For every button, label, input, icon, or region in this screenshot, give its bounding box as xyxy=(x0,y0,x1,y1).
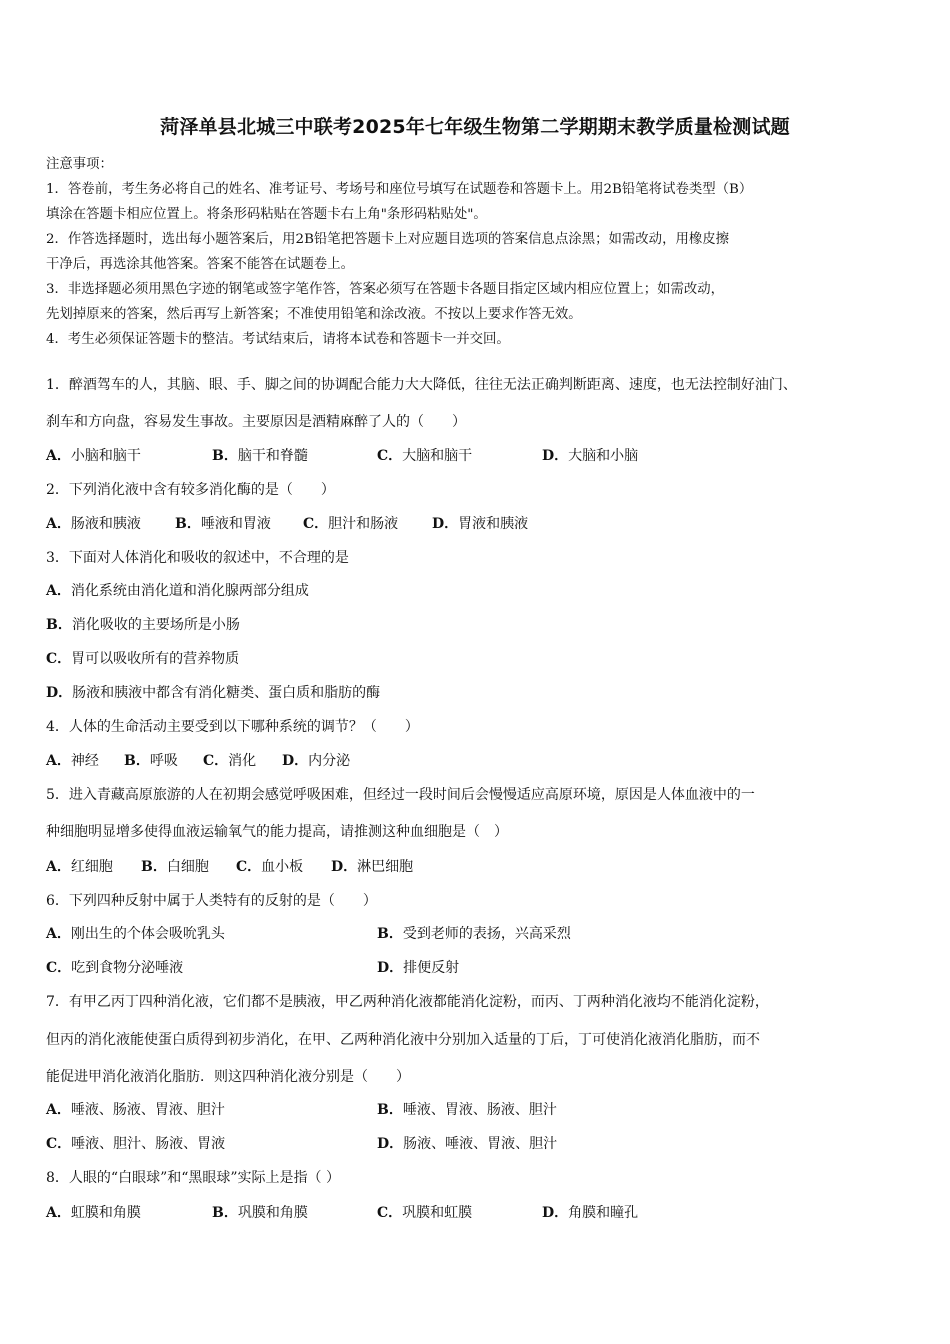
question-5-stem-line: 种细胞明显增多使得血液运输氧气的能力提高，请推测这种血细胞是（ ） xyxy=(46,824,508,840)
question-6-option-b[interactable]: B．受到老师的表扬，兴高采烈 xyxy=(377,926,571,942)
question-2-stem: 2．下列消化液中含有较多消化酶的是（ ） xyxy=(46,482,335,498)
question-7-stem-line: 但丙的消化液能使蛋白质得到初步消化，在甲、乙两种消化液中分别加入适量的丁后，丁可使消化液消化脂肪，而不 xyxy=(46,1032,760,1048)
question-2-option-b[interactable]: B．唾液和胃液 xyxy=(175,516,271,532)
question-2-option-a[interactable]: A．肠液和胰液 xyxy=(46,516,141,532)
question-8-stem: 8．人眼的“白眼球”和“黑眼球”实际上是指（ ） xyxy=(46,1170,340,1186)
page-title: 菏泽单县北城三中联考2025年七年级生物第二学期期末教学质量检测试题 xyxy=(160,116,790,138)
question-7-stem-line: 能促进甲消化液消化脂肪．则这四种消化液分别是（ ） xyxy=(46,1069,410,1085)
question-7-option-b[interactable]: B．唾液、胃液、肠液、胆汁 xyxy=(377,1102,557,1118)
question-8-option-a[interactable]: A．虹膜和角膜 xyxy=(46,1205,141,1221)
question-7-option-c[interactable]: C．唾液、胆汁、肠液、胃液 xyxy=(46,1136,226,1152)
question-6-option-c[interactable]: C．吃到食物分泌唾液 xyxy=(46,960,184,976)
notice-line: 4．考生必须保证答题卡的整洁。考试结束后，请将本试卷和答题卡一并交回。 xyxy=(46,332,510,347)
question-1-stem-line: 刹车和方向盘，容易发生事故。主要原因是酒精麻醉了人的（ ） xyxy=(46,414,466,430)
question-6-stem: 6．下列四种反射中属于人类特有的反射的是（ ） xyxy=(46,893,377,909)
question-3-stem: 3．下面对人体消化和吸收的叙述中，不合理的是 xyxy=(46,550,349,566)
notice-line: 2．作答选择题时，选出每小题答案后，用2B铅笔把答题卡上对应题目选项的答案信息点涂黑；如需改动，用橡皮擦 xyxy=(46,232,730,247)
question-5-option-a[interactable]: A．红细胞 xyxy=(46,859,113,875)
question-2-option-d[interactable]: D．胃液和胰液 xyxy=(432,516,529,532)
question-1-stem-line: 1．醉酒驾车的人，其脑、眼、手、脚之间的协调配合能力大大降低，往往无法正确判断距离、速度，也无法控制好油门、 xyxy=(46,377,797,393)
question-5-option-b[interactable]: B．白细胞 xyxy=(141,859,209,875)
question-3-option-d[interactable]: D．肠液和胰液中都含有消化糖类、蛋白质和脂肪的酶 xyxy=(46,685,381,701)
question-2-option-c[interactable]: C．胆汁和肠液 xyxy=(303,516,399,532)
notice-line: 1．答卷前，考生务必将自己的姓名、准考证号、考场号和座位号填写在试题卷和答题卡上。用2B铅笔将试卷类型（B） xyxy=(46,182,753,197)
question-4-option-d[interactable]: D．内分泌 xyxy=(282,753,351,769)
question-6-option-d[interactable]: D．排便反射 xyxy=(377,960,460,976)
question-8-option-b[interactable]: B．巩膜和角膜 xyxy=(212,1205,308,1221)
question-1-option-c[interactable]: C．大脑和脑干 xyxy=(377,448,473,464)
question-5-option-c[interactable]: C．血小板 xyxy=(236,859,304,875)
notice-heading: 注意事项： xyxy=(46,157,113,172)
question-4-option-a[interactable]: A．神经 xyxy=(46,753,99,769)
notice-line: 填涂在答题卡相应位置上。将条形码粘贴在答题卡右上角"条形码粘贴处"。 xyxy=(46,207,487,222)
question-8-option-c[interactable]: C．巩膜和虹膜 xyxy=(377,1205,473,1221)
question-8-option-d[interactable]: D．角膜和瞳孔 xyxy=(542,1205,639,1221)
question-1-option-a[interactable]: A．小脑和脑干 xyxy=(46,448,141,464)
question-7-stem-line: 7．有甲乙丙丁四种消化液，它们都不是胰液，甲乙两种消化液都能消化淀粉，而丙、丁两种消化液均不能消化淀粉， xyxy=(46,994,769,1010)
question-5-stem-line: 5．进入青藏高原旅游的人在初期会感觉呼吸困难，但经过一段时间后会慢慢适应高原环境，原因是人体血液中的一 xyxy=(46,787,755,803)
notice-section xyxy=(46,152,916,352)
question-1-option-d[interactable]: D．大脑和小脑 xyxy=(542,448,639,464)
question-5-option-d[interactable]: D．淋巴细胞 xyxy=(331,859,414,875)
question-6-option-a[interactable]: A．刚出生的个体会吸吮乳头 xyxy=(46,926,225,942)
question-1-option-b[interactable]: B．脑干和脊髓 xyxy=(212,448,308,464)
notice-line: 3．非选择题必须用黑色字迹的钢笔或签字笔作答，答案必须写在答题卡各题目指定区域内相应位置上；如需改动， xyxy=(46,282,725,297)
question-4-option-b[interactable]: B．呼吸 xyxy=(124,753,178,769)
question-7-option-d[interactable]: D．肠液、唾液、胃液、胆汁 xyxy=(377,1136,558,1152)
question-3-option-c[interactable]: C．胃可以吸收所有的营养物质 xyxy=(46,651,240,667)
question-3-option-b[interactable]: B．消化吸收的主要场所是小肠 xyxy=(46,617,240,633)
question-4-option-c[interactable]: C．消化 xyxy=(203,753,257,769)
notice-line: 干净后，再选涂其他答案。答案不能答在试题卷上。 xyxy=(46,257,354,272)
question-7-option-a[interactable]: A．唾液、肠液、胃液、胆汁 xyxy=(46,1102,225,1118)
notice-line: 先划掉原来的答案，然后再写上新答案；不准使用铅笔和涂改液。不按以上要求作答无效。 xyxy=(46,307,582,322)
question-3-option-a[interactable]: A．消化系统由消化道和消化腺两部分组成 xyxy=(46,583,309,599)
question-4-stem: 4．人体的生命活动主要受到以下哪种系统的调节？（ ） xyxy=(46,719,419,735)
